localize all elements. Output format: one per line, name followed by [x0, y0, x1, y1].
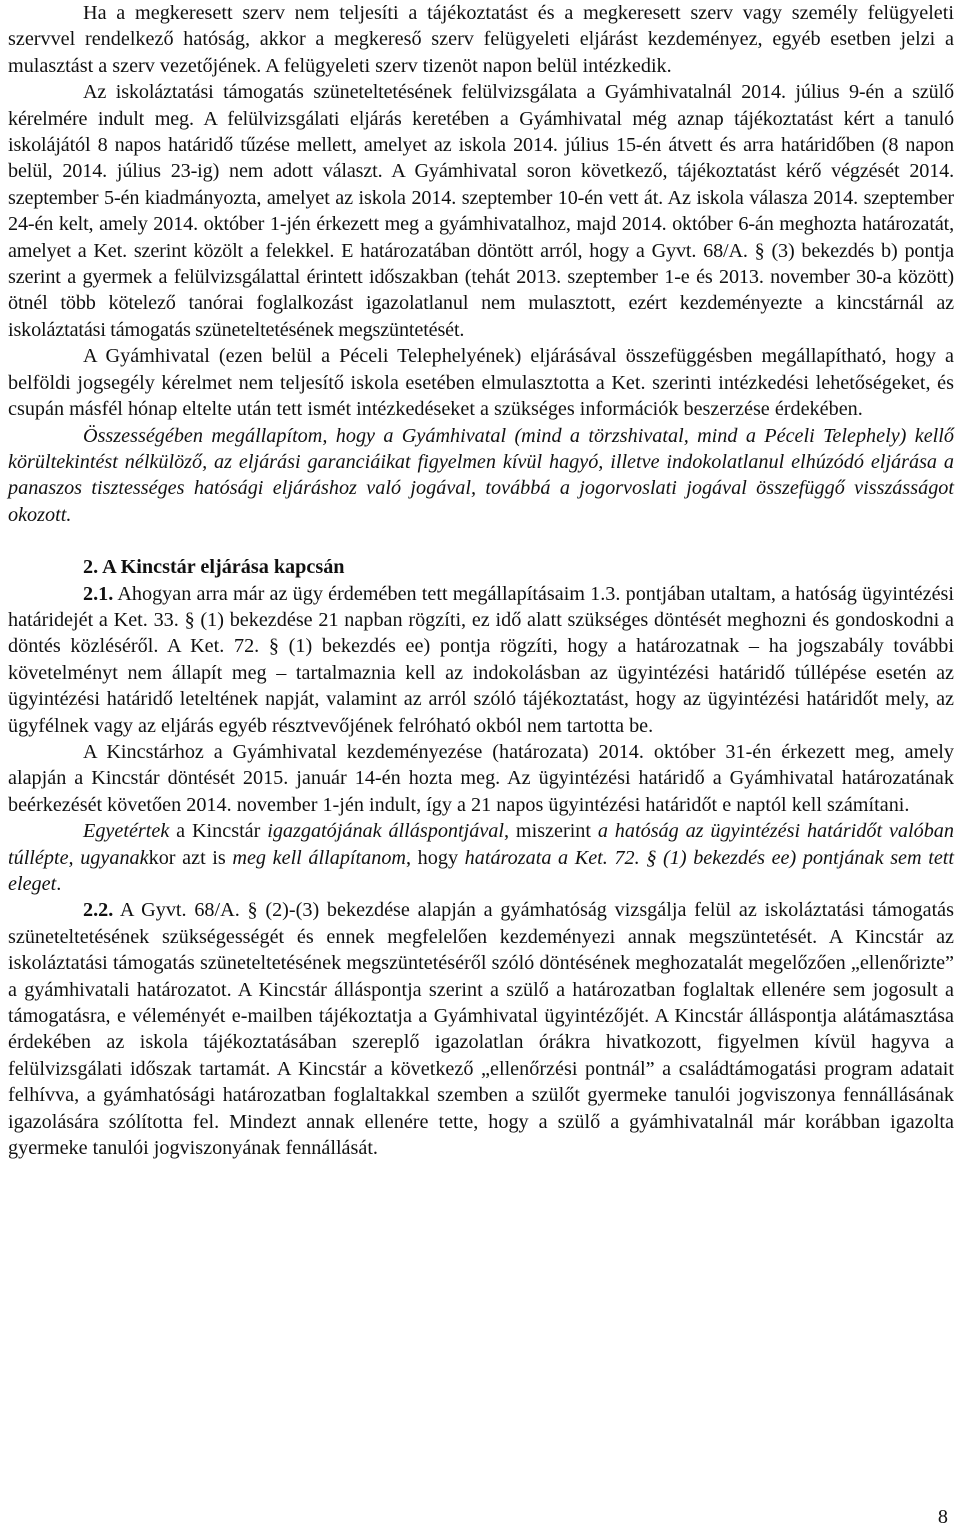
agree-text-plain-5: . — [56, 873, 62, 895]
paragraph-2-2 — [8, 897, 954, 1161]
paragraph-summary-conclusion — [8, 423, 954, 529]
agree-text: Egyetértek — [83, 820, 170, 843]
agree-text-italic-5: határozata a Ket. 72. § (1) bekezdés ee) pontjának sem tett eleget — [8, 846, 955, 895]
section-heading: 2. A Kincstár eljárása kapcsán — [83, 556, 345, 579]
paragraph-2-2-text: A Gyvt. 68/A. § (2)-(3) bekezdése alapján a gyámhatóság vizsgálja felül az iskoláztatási támogatás szüneteltetésének szükségességét és ennek megfelelően kezdeményezi annak megszüntetését. A Kincstár az iskoláztatási támogatás szüneteltetésének megszüntetéséről szóló döntésének meghozatalát megelőzően „ellenőrizte” a gyámhivatali határozatot. A Kincstár álláspontja szerint a szülő a határozatban foglaltak ellenére sem jogosult a támogatásra, e véleményét e-mailben tájékoztatja a Gyámhivatal ügyintézőjét. A Kincstár álláspontja alátámasztása érdekében az iskola tájékoztatásában szereplő igazolatlan órákra hivatkozott, figyelmen kívül hagyva a felülvizsgálati időszak tartamát. A Kincstár a következő „ellenőrzési pontnál” a családtámogatási program adatait felhívva, a gyámhatósági határozatban foglaltakkal szemben a szülőt gyermeke tanulói jogviszonya fennállásának igazolására szólította fel. Mindezt annak ellenére tette, hogy a szülő a gyámhivatalnál már korábban igazolta gyermeke tanulói jogviszonyának fennállását. — [8, 899, 954, 1160]
summary-conclusion-text: Összességében megállapítom, hogy a Gyámhivatal (mind a törzshivatal, mind a Péceli Telephely) kellő körültekintést nélkülöző, az eljárási garanciáikat figyelmen kívül hagyó, illetve indokolatlanul elhúzódó eljárása a panaszos tisztességes hatósági eljáráshoz való jogával, továbbá a jogorvoslati jogával összefüggő visszásságot okozott. — [8, 424, 954, 526]
agree-text-italic-2: igazgatójának álláspontjával — [267, 820, 504, 843]
agree-text-plain-1: a Kincstár — [169, 820, 268, 843]
document-page — [8, 0, 954, 1530]
paragraph-review-timeline: Az iskoláztatási támogatás szüneteltetésének felülvizsgálata a Gyámhivatalnál 2014. július 9-én a szülő kérelmére indult meg. A felülvizsgálati eljárás keretében a Gyámhivatal még aznap tájékoztatást kért a tanuló iskolájától 8 napos határidő tűzése mellett, amelyet az iskola 2014. július 15-én átvett és arra határidőben (8 napon belül, 2014. július 23-ig) nem adott választ. A Gyámhivatal soron következő, tájékoztatást kérő végzését 2014. szeptember 5-én kiadmányozta, amelyet az iskola 2014. szeptember 10-én vett át. Az iskola válasza 2014. szeptember 24-én kelt, amely 2014. október 1-jén érkezett meg a gyámhivatalhoz, majd 2014. október 6-án meghozta határozatát, amelyet a Ket. szerint közölt a felekkel. E határozatában döntött arról, hogy a Gyvt. 68/A. § (3) bekezdés b) pontja szerint a gyermek a felülvizsgálattal érintett időszakban (tehát 2013. szeptember 1-e és 2013. november 30-a között) ötnél több kötelező tanórai foglalkozást igazolatlanul nem mulasztott, ezért kezdeményezte a kincstárnál az iskoláztatási támogatás szüneteltetésének megszüntetését. — [8, 81, 954, 341]
agree-text-italic-4: meg kell állapítanom — [232, 846, 406, 869]
paragraph-2-1-text: Ahogyan arra már az ügy érdemében tett megállapításaim 1.3. pontjában utaltam, a hatóság ügyintézési határidejét a Ket. 33. § (1) bekezdése 21 napban rögzíti, ez idő alatt szükséges döntését meghozni és gondoskodni a döntés közléséről. A Ket. 72. § (1) bekezdés ee) pontja rögzíti, hogy a határozatnak – ha jogszabály további követelményt nem állapít meg – tartalmaznia kell az indokolásban az ügyintézési határidő túllépése esetén az ügyintézési határidő leteltének napját, valamint az arról szóló tájékoztatást, hogy az ügyintézési határidőt mely, az ügyfélnek vagy az eljárás egyéb résztvevőjének felróható okból nem tartotta be. — [8, 582, 954, 737]
paragraph-supervisory-procedure: Ha a megkeresett szerv nem teljesíti a tájékoztatást és a megkeresett szerv vagy személy felügyeleti szervvel rendelkező hatóság, akkor a megkereső szerv felügyeleti eljárást kezdeményez, egyéb esetben jelzi a mulasztást a szerv vezetőjének. A felügyeleti szerv tizenöt napon belül intézkedik. — [8, 2, 954, 77]
page-number: 8 — [937, 1505, 948, 1528]
paragraph-treasury-deadline: A Kincstárhoz a Gyámhivatal kezdeményezése (határozata) 2014. október 31-én érkezett meg, amely alapján a Kincstár döntését 2015. január 14-én hozta meg. Az ügyintézési határidő a Gyámhivatal határozatának beérkezését követően 2014. november 1-jén indult, így a 21 napos ügyintézési határidőt e naptól kell számítani. — [8, 740, 954, 816]
agree-text-plain-2: , miszerint — [503, 820, 598, 843]
agree-text-plain-4: , hogy — [406, 846, 465, 869]
paragraph-guardianship-office-findings: A Gyámhivatal (ezen belül a Péceli Telephelyének) eljárásával összefüggésben megállapítható, hogy a belföldi jogsegély kérelmet nem teljesítő iskola esetében elmulasztotta a Ket. szerinti intézkedési lehetőségeket, és csupán másfél hónap eltelte után tett ismét intézkedéseket a szükséges információk beszerzése érdekében. — [8, 345, 954, 421]
paragraph-agreement — [8, 818, 954, 897]
paragraph-number: 2.1. — [83, 582, 114, 605]
agree-text-italic-3: a hatóság az ügyintézési határidőt valóban túllépte, ugyanak — [8, 820, 954, 869]
paragraph-2-1 — [8, 581, 954, 739]
paragraph-number: 2.2. — [83, 899, 114, 922]
section-spacer — [8, 528, 954, 554]
agree-text-plain-3: kor azt is — [148, 846, 233, 869]
